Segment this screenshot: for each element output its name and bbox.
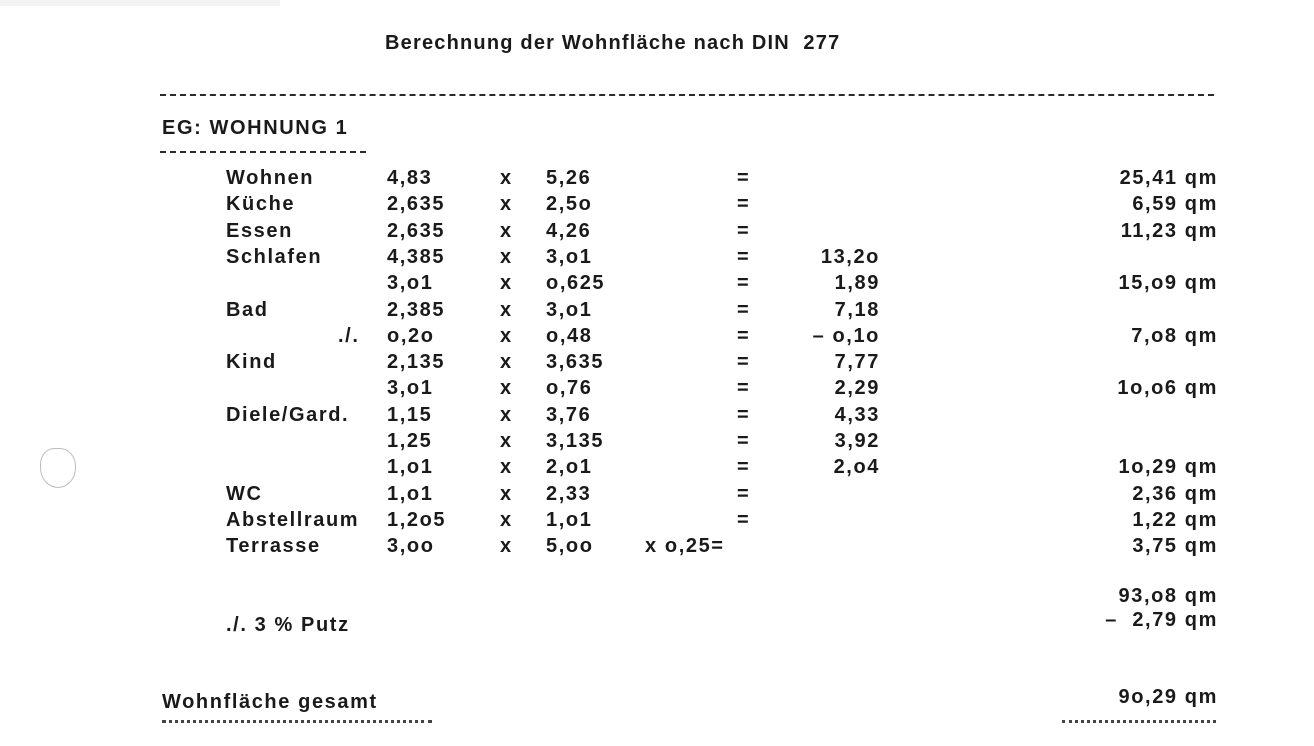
scan-artifact	[0, 0, 280, 6]
row-room-cell: Wohnen	[226, 167, 315, 189]
row-b-cell: 3,o1	[546, 299, 593, 321]
row-total-cell: 2,36 qm	[1132, 483, 1218, 505]
row-b-cell: 4,26	[546, 220, 592, 242]
row-eq-cell: =	[737, 377, 751, 399]
row-eq-cell: =	[737, 325, 751, 347]
row-eq-cell: =	[737, 404, 751, 426]
row-x-cell: x	[500, 351, 513, 373]
row-sub-cell: 4,33	[834, 404, 880, 426]
row-room-cell: Terrasse	[226, 535, 321, 557]
row-sub-cell: 7,18	[834, 299, 880, 321]
row-x-cell: x	[500, 246, 513, 268]
row-x-cell: x	[500, 509, 513, 531]
row-a-cell: 3,oo	[387, 535, 435, 557]
row-eq-cell: =	[737, 220, 751, 242]
row-a-cell: 2,135	[387, 351, 446, 373]
row-a-cell: 2,385	[387, 299, 446, 321]
row-total-cell: 1o,29 qm	[1118, 456, 1218, 478]
dashed-rule-section	[160, 151, 366, 153]
row-total-cell: 15,o9 qm	[1118, 272, 1218, 294]
row-extra-cell: x o,25=	[645, 535, 725, 557]
row-prefix-cell: ./.	[338, 325, 360, 347]
row-a-cell: 2,635	[387, 193, 446, 215]
row-eq-cell: =	[737, 351, 751, 373]
row-eq-cell: =	[737, 430, 751, 452]
row-x-cell: x	[500, 272, 513, 294]
row-x-cell: x	[500, 535, 513, 557]
row-a-cell: 3,o1	[387, 272, 434, 294]
row-a-cell: 1,o1	[387, 456, 434, 478]
row-a-cell: 4,83	[387, 167, 433, 189]
row-room-cell: Bad	[226, 299, 269, 321]
dashed-rule-top	[160, 94, 1214, 96]
row-total-cell: 11,23 qm	[1120, 220, 1218, 242]
row-a-cell: 3,o1	[387, 377, 434, 399]
row-b-cell: 2,o1	[546, 456, 593, 478]
row-b-cell: o,48	[546, 325, 593, 347]
row-x-cell: x	[500, 430, 513, 452]
row-x-cell: x	[500, 220, 513, 242]
row-eq-cell: =	[737, 193, 751, 215]
row-total-cell: 1,22 qm	[1132, 509, 1218, 531]
row-a-cell: 1,15	[387, 404, 433, 426]
row-eq-cell: =	[737, 509, 751, 531]
row-x-cell: x	[500, 193, 513, 215]
row-x-cell: x	[500, 325, 513, 347]
total-label: Wohnfläche gesamt	[162, 691, 378, 713]
row-eq-cell: =	[737, 272, 751, 294]
row-b-cell: o,76	[546, 377, 593, 399]
row-x-cell: x	[500, 456, 513, 478]
row-room-cell: WC	[226, 483, 263, 505]
row-sub-cell: 13,2o	[820, 246, 880, 268]
row-room-cell: Essen	[226, 220, 293, 242]
row-room-cell: Abstellraum	[226, 509, 360, 531]
row-room-cell: Kind	[226, 351, 277, 373]
row-b-cell: 2,33	[546, 483, 592, 505]
row-b-cell: 2,5o	[546, 193, 593, 215]
row-x-cell: x	[500, 167, 513, 189]
subtotal-sum: 93,o8 qm	[1118, 585, 1218, 607]
row-sub-cell: 3,92	[834, 430, 880, 452]
row-sub-cell: 2,29	[834, 377, 880, 399]
row-b-cell: 3,135	[546, 430, 605, 452]
row-x-cell: x	[500, 483, 513, 505]
row-room-cell: Schlafen	[226, 246, 323, 268]
row-a-cell: o,2o	[387, 325, 435, 347]
row-a-cell: 1,2o5	[387, 509, 447, 531]
row-eq-cell: =	[737, 456, 751, 478]
row-eq-cell: =	[737, 167, 751, 189]
document-title: Berechnung der Wohnfläche nach DIN 277	[385, 32, 841, 54]
row-sub-cell: – o,1o	[812, 325, 880, 347]
total-value: 9o,29 qm	[1118, 686, 1218, 708]
row-a-cell: 1,o1	[387, 483, 434, 505]
row-a-cell: 1,25	[387, 430, 433, 452]
row-sub-cell: 7,77	[834, 351, 880, 373]
row-b-cell: o,625	[546, 272, 606, 294]
row-b-cell: 1,o1	[546, 509, 593, 531]
row-b-cell: 5,oo	[546, 535, 594, 557]
row-a-cell: 2,635	[387, 220, 446, 242]
row-total-cell: 1o,o6 qm	[1117, 377, 1218, 399]
row-x-cell: x	[500, 377, 513, 399]
dotted-underline-right	[1062, 720, 1216, 723]
putz-deduction: – 2,79 qm	[1105, 609, 1218, 631]
row-total-cell: 3,75 qm	[1132, 535, 1218, 557]
row-b-cell: 5,26	[546, 167, 592, 189]
section-heading: EG: WOHNUNG 1	[162, 117, 349, 139]
row-room-cell: Diele/Gard.	[226, 404, 350, 426]
row-sub-cell: 1,89	[834, 272, 880, 294]
scan-smudge	[40, 448, 76, 488]
row-total-cell: 25,41 qm	[1119, 167, 1218, 189]
row-eq-cell: =	[737, 246, 751, 268]
row-b-cell: 3,o1	[546, 246, 593, 268]
row-sub-cell: 2,o4	[833, 456, 880, 478]
row-b-cell: 3,635	[546, 351, 605, 373]
row-x-cell: x	[500, 299, 513, 321]
row-a-cell: 4,385	[387, 246, 446, 268]
row-eq-cell: =	[737, 299, 751, 321]
row-room-cell: Küche	[226, 193, 296, 215]
row-eq-cell: =	[737, 483, 751, 505]
row-x-cell: x	[500, 404, 513, 426]
putz-label: ./. 3 % Putz	[226, 614, 350, 636]
dotted-underline-left	[162, 720, 432, 723]
row-b-cell: 3,76	[546, 404, 592, 426]
row-total-cell: 7,o8 qm	[1131, 325, 1218, 347]
row-total-cell: 6,59 qm	[1132, 193, 1218, 215]
